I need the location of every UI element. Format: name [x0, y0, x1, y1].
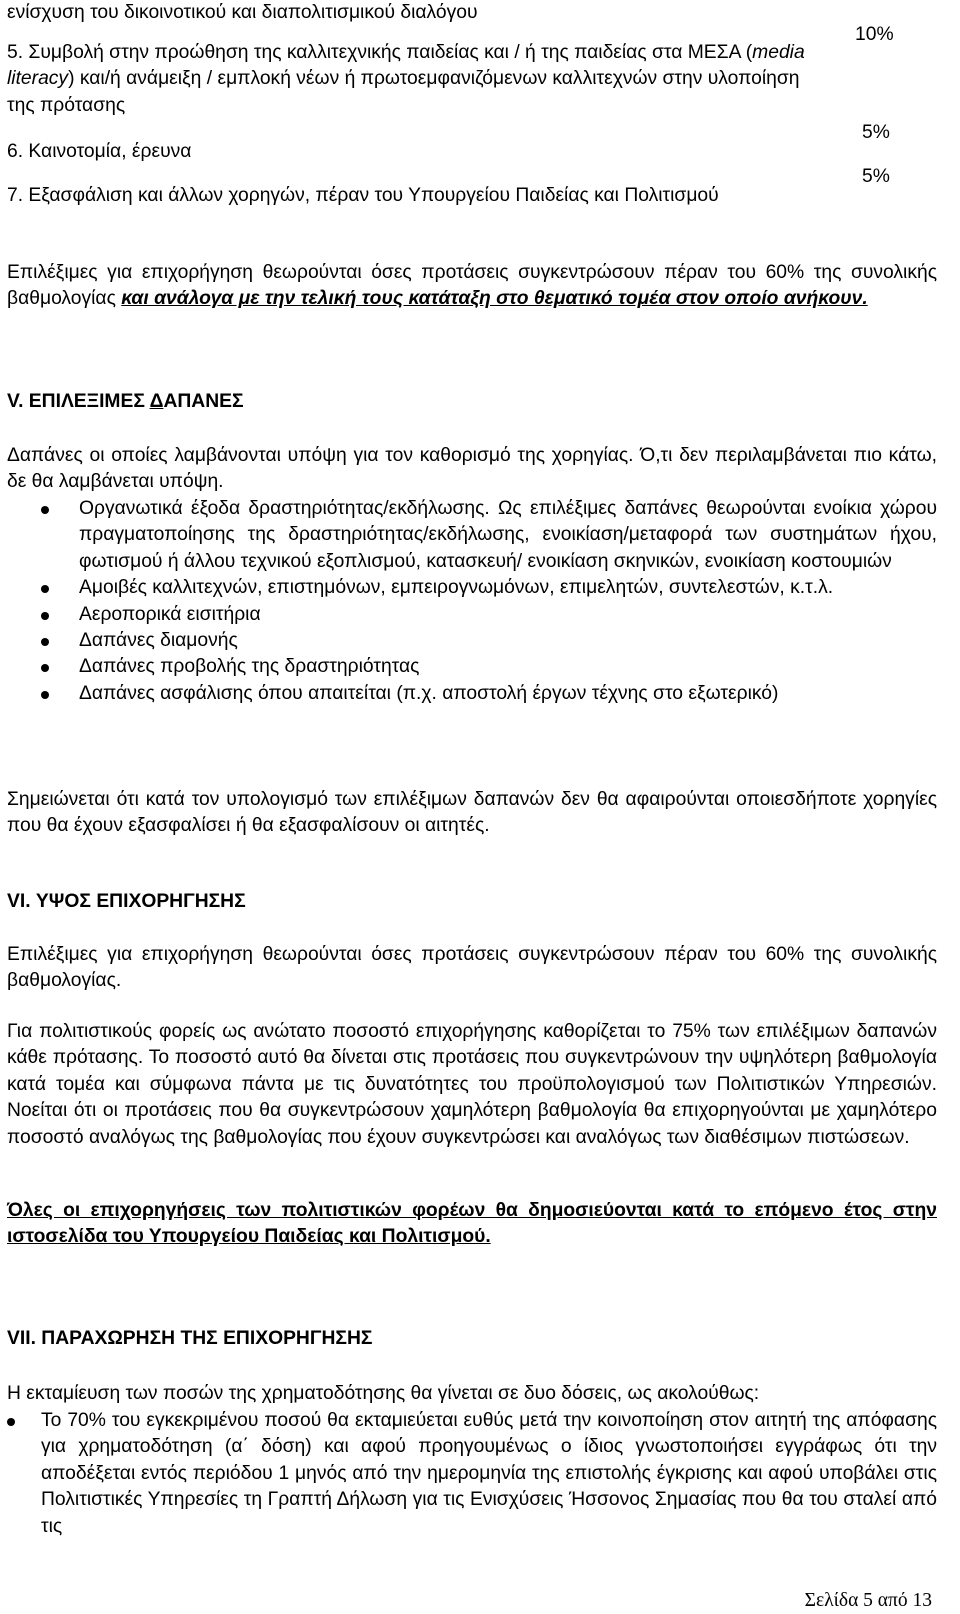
eligibility-plain: Επιλέξιμες για επιχορήγηση θεωρούνται όσες προτάσεις συγκεντρώσουν πέραν του 60% της συνολικής βαθμολογίας: [7, 262, 937, 310]
list-item: [7, 602, 937, 628]
criterion-6-weight: 5%: [862, 122, 890, 143]
section-v-note: Σημειώνεται ότι κατά τον υπολογισμό των επιλέξιμων δαπανών δεν θα αφαιρούνται οποιεσδήποτε χορηγίες που θα έχουν εξασφαλίσει ή θα εξασφαλίσουν οι αιτητές.: [7, 789, 937, 837]
section-vi-p1: Επιλέξιμες για επιχορήγηση θεωρούνται όσες προτάσεις συγκεντρώσουν πέραν του 60% της συνολικής βαθμολογίας.: [7, 944, 937, 992]
bullet-icon: [7, 1418, 15, 1426]
eligibility-emphasis: και ανάλογα με την τελική τους κατάταξη στο θεματικό τομέα στον οποίο ανήκουν.: [121, 288, 868, 310]
criterion-7: 7. Εξασφάλιση και άλλων χορηγών, πέραν του Υπουργείου Παιδείας και Πολιτισμού: [7, 185, 719, 206]
bullet-icon: [41, 585, 49, 593]
bullet-icon: [41, 691, 49, 699]
list-item: [7, 496, 937, 575]
bullet-icon: [41, 638, 49, 646]
criterion-5-italic: media literacy: [7, 42, 805, 90]
section-v-expense-list: [7, 496, 937, 707]
criterion-5-text-after: ) και/ή ανάμειξη / εμπλοκή νέων ή πρωτοεμφανιζόμενων καλλιτεχνών στην υλοποίηση της πρότασης: [7, 68, 800, 116]
eligibility-paragraph: [7, 260, 937, 313]
section-vii-list: [7, 1408, 937, 1540]
bullet-icon: [41, 612, 49, 620]
criterion-6: 6. Καινοτομία, έρευνα: [7, 141, 192, 162]
criterion-5: [7, 40, 817, 119]
section-v-heading-suffix: ΑΠΑΝΕΣ: [163, 391, 244, 412]
list-item: [7, 575, 937, 601]
section-v-intro: Δαπάνες οι οποίες λαμβάνονται υπόψη για τον καθορισμό της χορηγίας. Ό,τι δεν περιλαμβάνεται πιο κάτω, δε θα λαμβάνεται υπόψη.: [7, 445, 937, 493]
list-item-text: Το 70% του εγκεκριμένου ποσού θα εκταμιεύεται ευθύς μετά την κοινοποίηση στον αιτητή της απόφασης για χρηματοδότηση (α΄ δόση) και αφού προηγουμένως ο ίδιος γνωστοποιήσει εγγράφως ότι την αποδέξεται εντός περιόδου 1 μηνός από την ημερομηνία της επιστολής έγκρισης και αφού υποβάλει στις Πολιτιστικές Υπηρεσίες τη Γραπτή Δήλωση για τις Ενισχύσεις Ήσσονος Σημασίας που θα του σταλεί από τις: [41, 1410, 937, 1537]
top-line: ενίσχυση του δικοινοτικού και διαπολιτισμικού διαλόγου: [7, 2, 478, 23]
bullet-icon: [41, 664, 49, 672]
section-v-heading-underlined: Δ: [149, 391, 164, 412]
section-vi-notice: Όλες οι επιχορηγήσεις των πολιτιστικών φορέων θα δημοσιεύονται κατά το επόμενο έτος στην ιστοσελίδα του Υπουργείου Παιδείας και Πολιτισμού.: [7, 1200, 937, 1248]
section-vi-p2: Για πολιτιστικούς φορείς ως ανώτατο ποσοστό επιχορήγησης καθορίζεται το 75% των επιλέξιμων δαπανών κάθε πρότασης. Το ποσοστό αυτό θα δίνεται στις προτάσεις που συγκεντρώνουν την υψηλότερη βαθμολογία κατά τομέα και σύμφωνα πάντα με τις δυνατότητες του προϋπολογισμού των Πολιτιστικών Υπηρεσιών. Νοείται ότι οι προτάσεις που θα συγκεντρώσουν χαμηλότερη βαθμολογία θα επιχορηγούνται με χαμηλότερο ποσοστό αναλόγως της βαθμολογίας που έχουν συγκεντρώσει και αναλόγως των διαθέσιμων πιστώσεων.: [7, 1021, 937, 1148]
section-vi-heading: VI. ΥΨΟΣ ΕΠΙΧΟΡΗΓΗΣΗΣ: [7, 891, 246, 912]
section-vii-heading: VII. ΠΑΡΑΧΩΡΗΣΗ ΤΗΣ ΕΠΙΧΟΡΗΓΗΣΗΣ: [7, 1328, 373, 1349]
criterion-7-weight: 5%: [862, 166, 890, 187]
criterion-5-text: 5. Συμβολή στην προώθηση της καλλιτεχνικής παιδείας και / ή της παιδείας στα ΜΕΣΑ (: [7, 42, 753, 63]
list-item: [7, 1408, 937, 1540]
list-item-text: Οργανωτικά έξοδα δραστηριότητας/εκδήλωσης. Ως επιλέξιμες δαπάνες θεωρούνται ενοίκια χώρου πραγματοποίησης της δραστηριότητας/εκδήλωσης, ενοικίαση/μεταφορά των συστημάτων ήχου, φωτισμού ή άλλου τεχνικού εξοπλισμού, κατασκευή/ ενοικίαση σκηνικών, ενοικίαση κοστουμιών: [79, 498, 937, 572]
section-vii-intro: Η εκταμίευση των ποσών της χρηματοδότησης θα γίνεται σε δυο δόσεις, ως ακολούθως:: [7, 1383, 760, 1404]
section-v-heading: [7, 389, 937, 415]
list-item-text: Δαπάνες διαμονής: [79, 630, 238, 652]
list-item-text: Αμοιβές καλλιτεχνών, επιστημόνων, εμπειρογνωμόνων, επιμελητών, συντελεστών, κ.τ.λ.: [79, 577, 834, 599]
list-item: [7, 681, 937, 707]
list-item-text: Δαπάνες προβολής της δραστηριότητας: [79, 656, 420, 678]
list-item: [7, 628, 937, 654]
section-v-heading-prefix: V. ΕΠΙΛΕΞΙΜΕΣ: [7, 391, 150, 412]
list-item-text: Αεροπορικά εισιτήρια: [79, 603, 261, 625]
criterion-5-weight: 10%: [855, 24, 894, 45]
list-item: [7, 654, 937, 680]
page-number: Σελίδα 5 από 13: [804, 1590, 932, 1611]
list-item-text: Δαπάνες ασφάλισης όπου απαιτείται (π.χ. αποστολή έργων τέχνης στο εξωτερικό): [79, 682, 779, 704]
bullet-icon: [41, 506, 49, 514]
